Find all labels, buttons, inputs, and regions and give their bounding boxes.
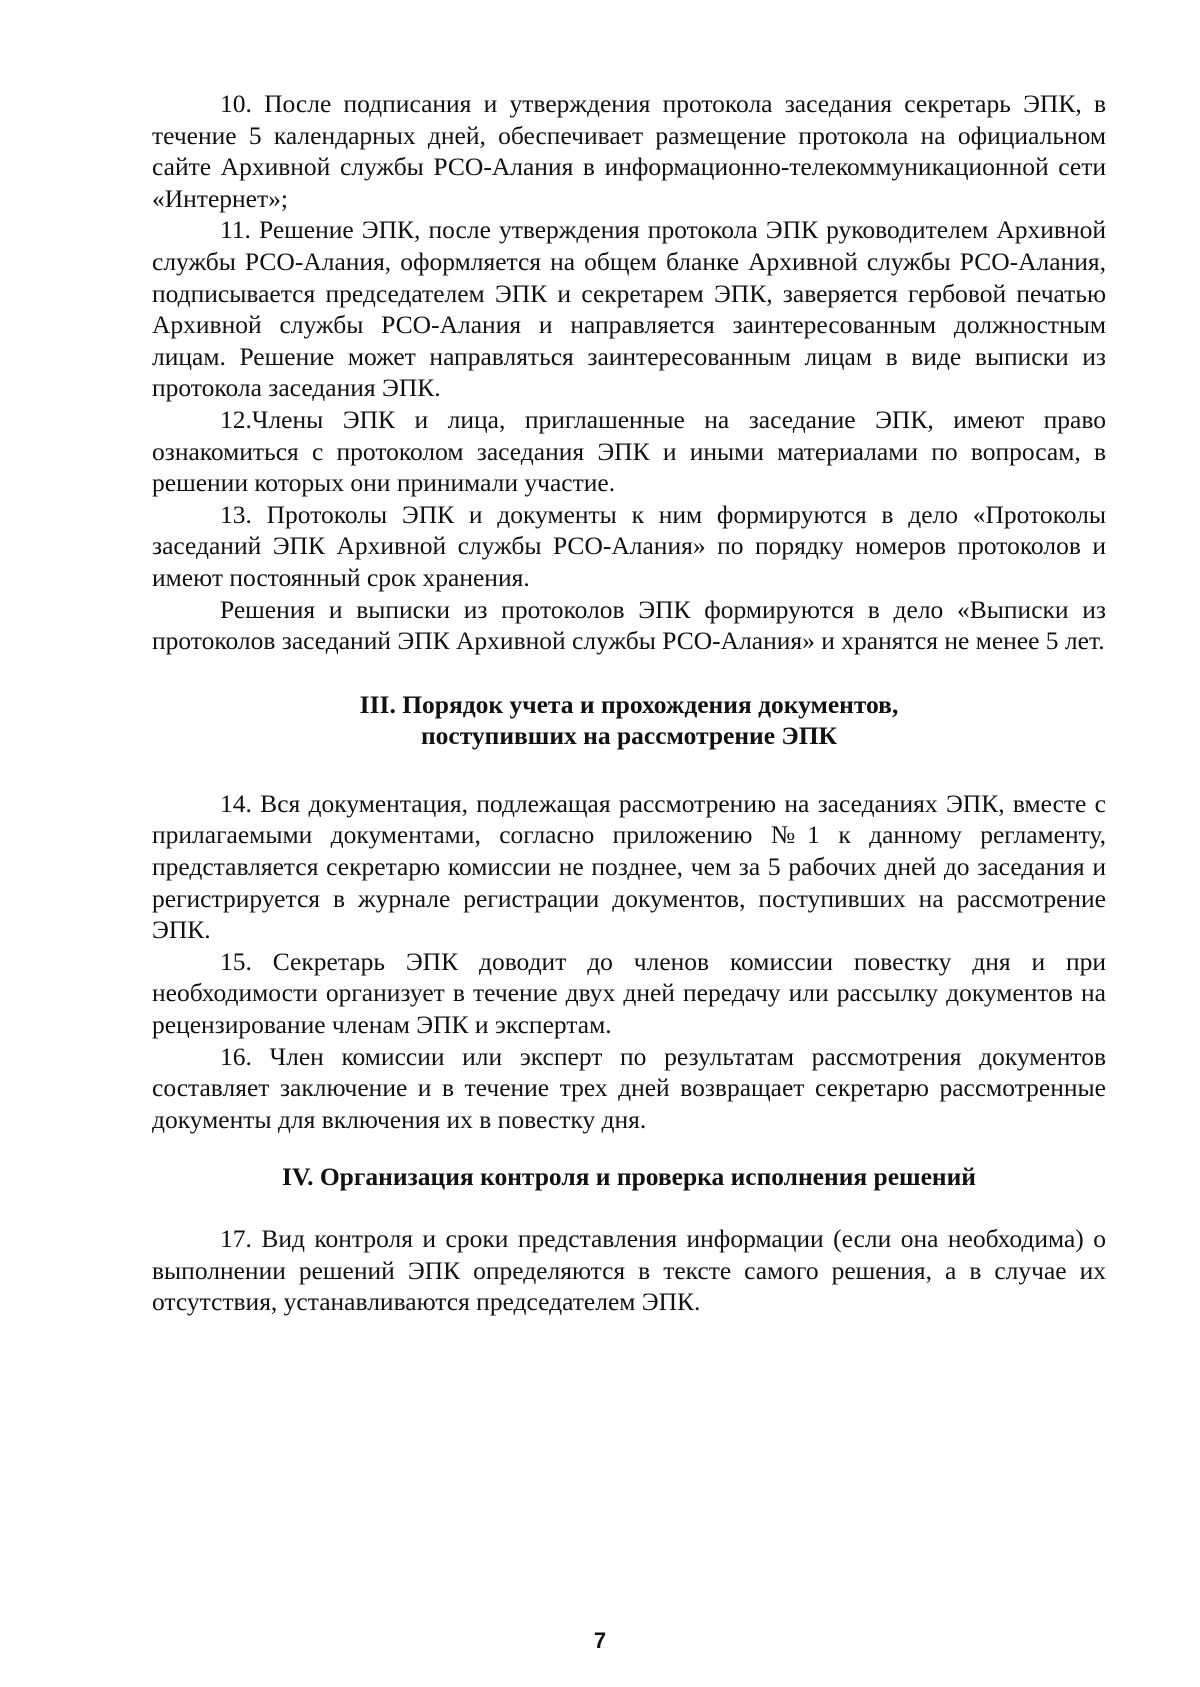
paragraph-10: 10. После подписания и утверждения протокола заседания секретарь ЭПК, в течение 5 календарных дней, обеспечивает размещение протокола на официальном сайте Архивной службы РСО-Алания в информационно-телекоммуникационной сети «Интернет»; — [152, 89, 1106, 213]
paragraph-17: 17. Вид контроля и сроки представления информации (если она необходима) о выполнении решений ЭПК определяются в тексте самого решения, а в случае их отсутствия, устанавливаются председателем ЭПК. — [152, 1224, 1106, 1317]
section-3-heading — [152, 689, 1106, 752]
document-body — [152, 88, 1106, 1318]
paragraph-16: 16. Член комиссии или эксперт по результатам рассмотрения документов составляет заключение и в течение трех дней возвращает секретарю рассмотренные документы для включения их в повестку дня. — [152, 1041, 1106, 1134]
section-3-title-line-2: поступивших на рассмотрение ЭПК — [420, 721, 838, 751]
section-3-body — [152, 788, 1106, 1136]
paragraph-11: 11. Решение ЭПК, после утверждения протокола ЭПК руководителем Архивной службы РСО-Алания, оформляется на общем бланке Архивной службы РСО-Алания, подписывается председателем ЭПК и секретарем ЭПК, заверяется гербовой печатью Архивной службы РСО-Алания и направляется заинтересованным должностным лицам. Решение может направляться заинтересованным лицам в виде выписки из протокола заседания ЭПК. — [152, 215, 1106, 403]
section-4-heading — [152, 1161, 1106, 1193]
paragraph-15: 15. Секретарь ЭПК доводит до членов комиссии повестку дня и при необходимости организует в течение двух дней передачу или рассылку документов на рецензирование членам ЭПК и экспертам. — [152, 946, 1106, 1040]
page-number: 7 — [593, 1628, 607, 1653]
paragraph-13-continuation: Решения и выписки из протоколов ЭПК формируются в дело «Выписки из протоколов заседаний ЭПК Архивной службы РСО-Алания» и хранятся не менее 5 лет. — [152, 594, 1106, 656]
paragraph-14: 14. Вся документация, подлежащая рассмотрению на заседаниях ЭПК, вместе с прилагаемыми документами, согласно приложению №1 к данному регламенту, представляется секретарю комиссии не позднее, чем за 5 рабочих дней до заседания и регистрируется в журнале регистрации документов, поступивших на рассмотрение ЭПК. — [152, 788, 1106, 945]
section-3-title-line-1: III. Порядок учета и прохождения документов, — [359, 689, 899, 719]
paragraph-13: 13. Протоколы ЭПК и документы к ним формируются в дело «Протоколы заседаний ЭПК Архивной службы РСО-Алания» по порядку номеров протоколов и имеют постоянный срок хранения. — [152, 499, 1106, 592]
section-4-title: IV. Организация контроля и проверка исполнения решений — [282, 1162, 976, 1192]
section-4-body — [152, 1223, 1106, 1318]
paragraph-12: 12.Члены ЭПК и лица, приглашенные на заседание ЭПК, имеют право ознакомиться с протоколом заседания ЭПК и иными материалами по вопросам, в решении которых они принимали участие. — [152, 404, 1106, 498]
